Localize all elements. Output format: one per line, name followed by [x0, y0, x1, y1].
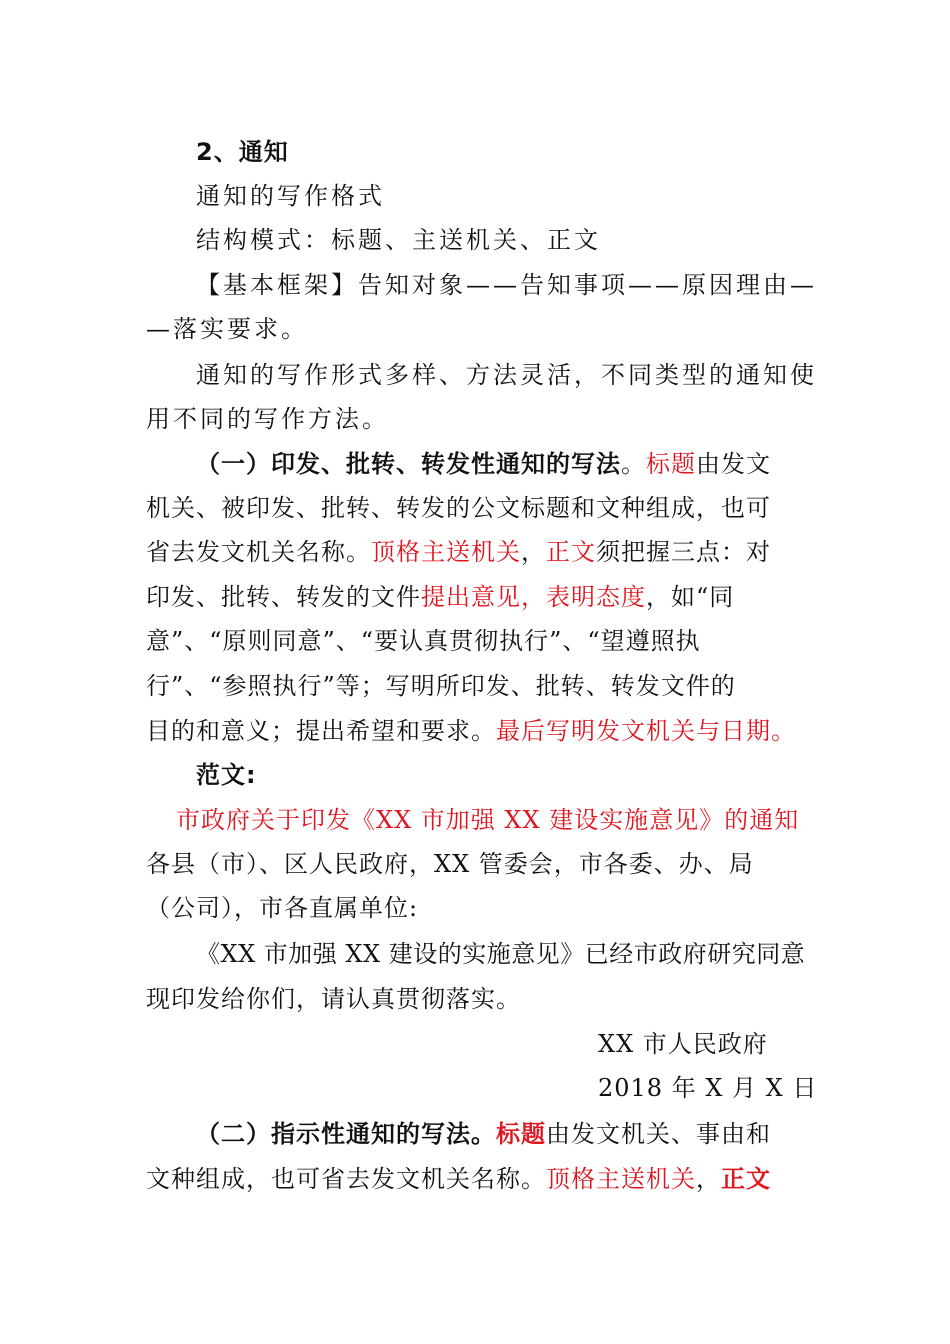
part2-line-1: [196, 1112, 806, 1156]
structure-line: 结构模式：标题、主送机关、正文: [196, 226, 601, 254]
part1-kw-dinge: 顶格主送机关: [371, 538, 521, 566]
part1-line3-a: 省去发文机关名称。: [146, 538, 371, 566]
part1-line4-a: 印发、批转、转发的文件: [146, 583, 421, 611]
example-body-1: 《XX 市加强 XX 建设的实施意见》已经市政府研究同意: [196, 940, 806, 968]
example-date: 2018 年 X 月 X 日: [598, 1074, 818, 1102]
part1-line3-b: 须把握三点：对: [596, 538, 771, 566]
part1-line7-a: 目的和意义；提出希望和要求。: [146, 717, 496, 745]
example-title: 市政府关于印发《XX 市加强 XX 建设实施意见》的通知: [176, 806, 800, 834]
example-addressee-2: （公司），市各直属单位:: [146, 894, 419, 922]
example-signer: XX 市人民政府: [598, 1030, 768, 1058]
part2-heading: （二）指示性通知的写法。: [196, 1119, 496, 1148]
framework-line-2: —落实要求。: [146, 315, 308, 343]
example-label: 范文:: [196, 761, 257, 789]
part1-kw-title: 标题: [646, 450, 696, 478]
example-body-2: 现印发给你们，请认真贯彻落实。: [146, 985, 521, 1013]
part1-heading: （一）印发、批转、转发性通知的写法: [196, 449, 621, 478]
part1-kw-opinion: 提出意见，表明态度: [421, 583, 646, 611]
part1-kw-last: 最后写明发文机关与日期。: [496, 717, 796, 745]
part1-line1-rest: 由发文: [696, 450, 771, 478]
part2-line2-a: 文种组成，也可省去发文机关名称。: [146, 1165, 546, 1193]
part1-line-3: [146, 530, 806, 574]
part2-line1-rest: 由发文机关、事由和: [546, 1120, 771, 1148]
part1-line-6: 行”、“参照执行”等；写明所印发、批转、转发文件的: [146, 672, 736, 700]
part1-heading-end: 。: [621, 450, 646, 478]
part2-line-2: [146, 1157, 806, 1201]
framework-line-1: [196, 263, 817, 307]
framework-label: 【基本框架】: [196, 271, 358, 299]
framework-text: 告知对象——告知事项——原因理由—: [358, 271, 817, 299]
part1-line4-b: ，如“同: [646, 583, 735, 611]
part2-kw-body: 正文: [721, 1164, 771, 1193]
part1-comma: ，: [521, 538, 546, 566]
part1-line-1: [196, 442, 806, 486]
example-addressee-1: 各县（市）、区人民政府，XX 管委会，市各委、办、局: [146, 850, 754, 878]
part2-kw-dinge: 顶格主送机关: [546, 1165, 696, 1193]
part1-line-2: 机关、被印发、批转、转发的公文标题和文种组成，也可: [146, 494, 771, 522]
subtitle: 通知的写作格式: [196, 182, 385, 210]
intro-line-2: 用不同的写作方法。: [146, 405, 389, 433]
part1-line-7: [146, 709, 806, 753]
intro-line-1: 通知的写作形式多样、方法灵活，不同类型的通知使: [196, 361, 817, 389]
part2-comma: ，: [696, 1165, 721, 1193]
section-title: 2、通知: [196, 138, 289, 166]
part1-kw-body: 正文: [546, 538, 596, 566]
part1-line-4: [146, 575, 806, 619]
part2-kw-title: 标题: [496, 1119, 546, 1148]
part1-line-5: 意”、“原则同意”、“要认真贯彻执行”、“望遵照执: [146, 627, 701, 655]
